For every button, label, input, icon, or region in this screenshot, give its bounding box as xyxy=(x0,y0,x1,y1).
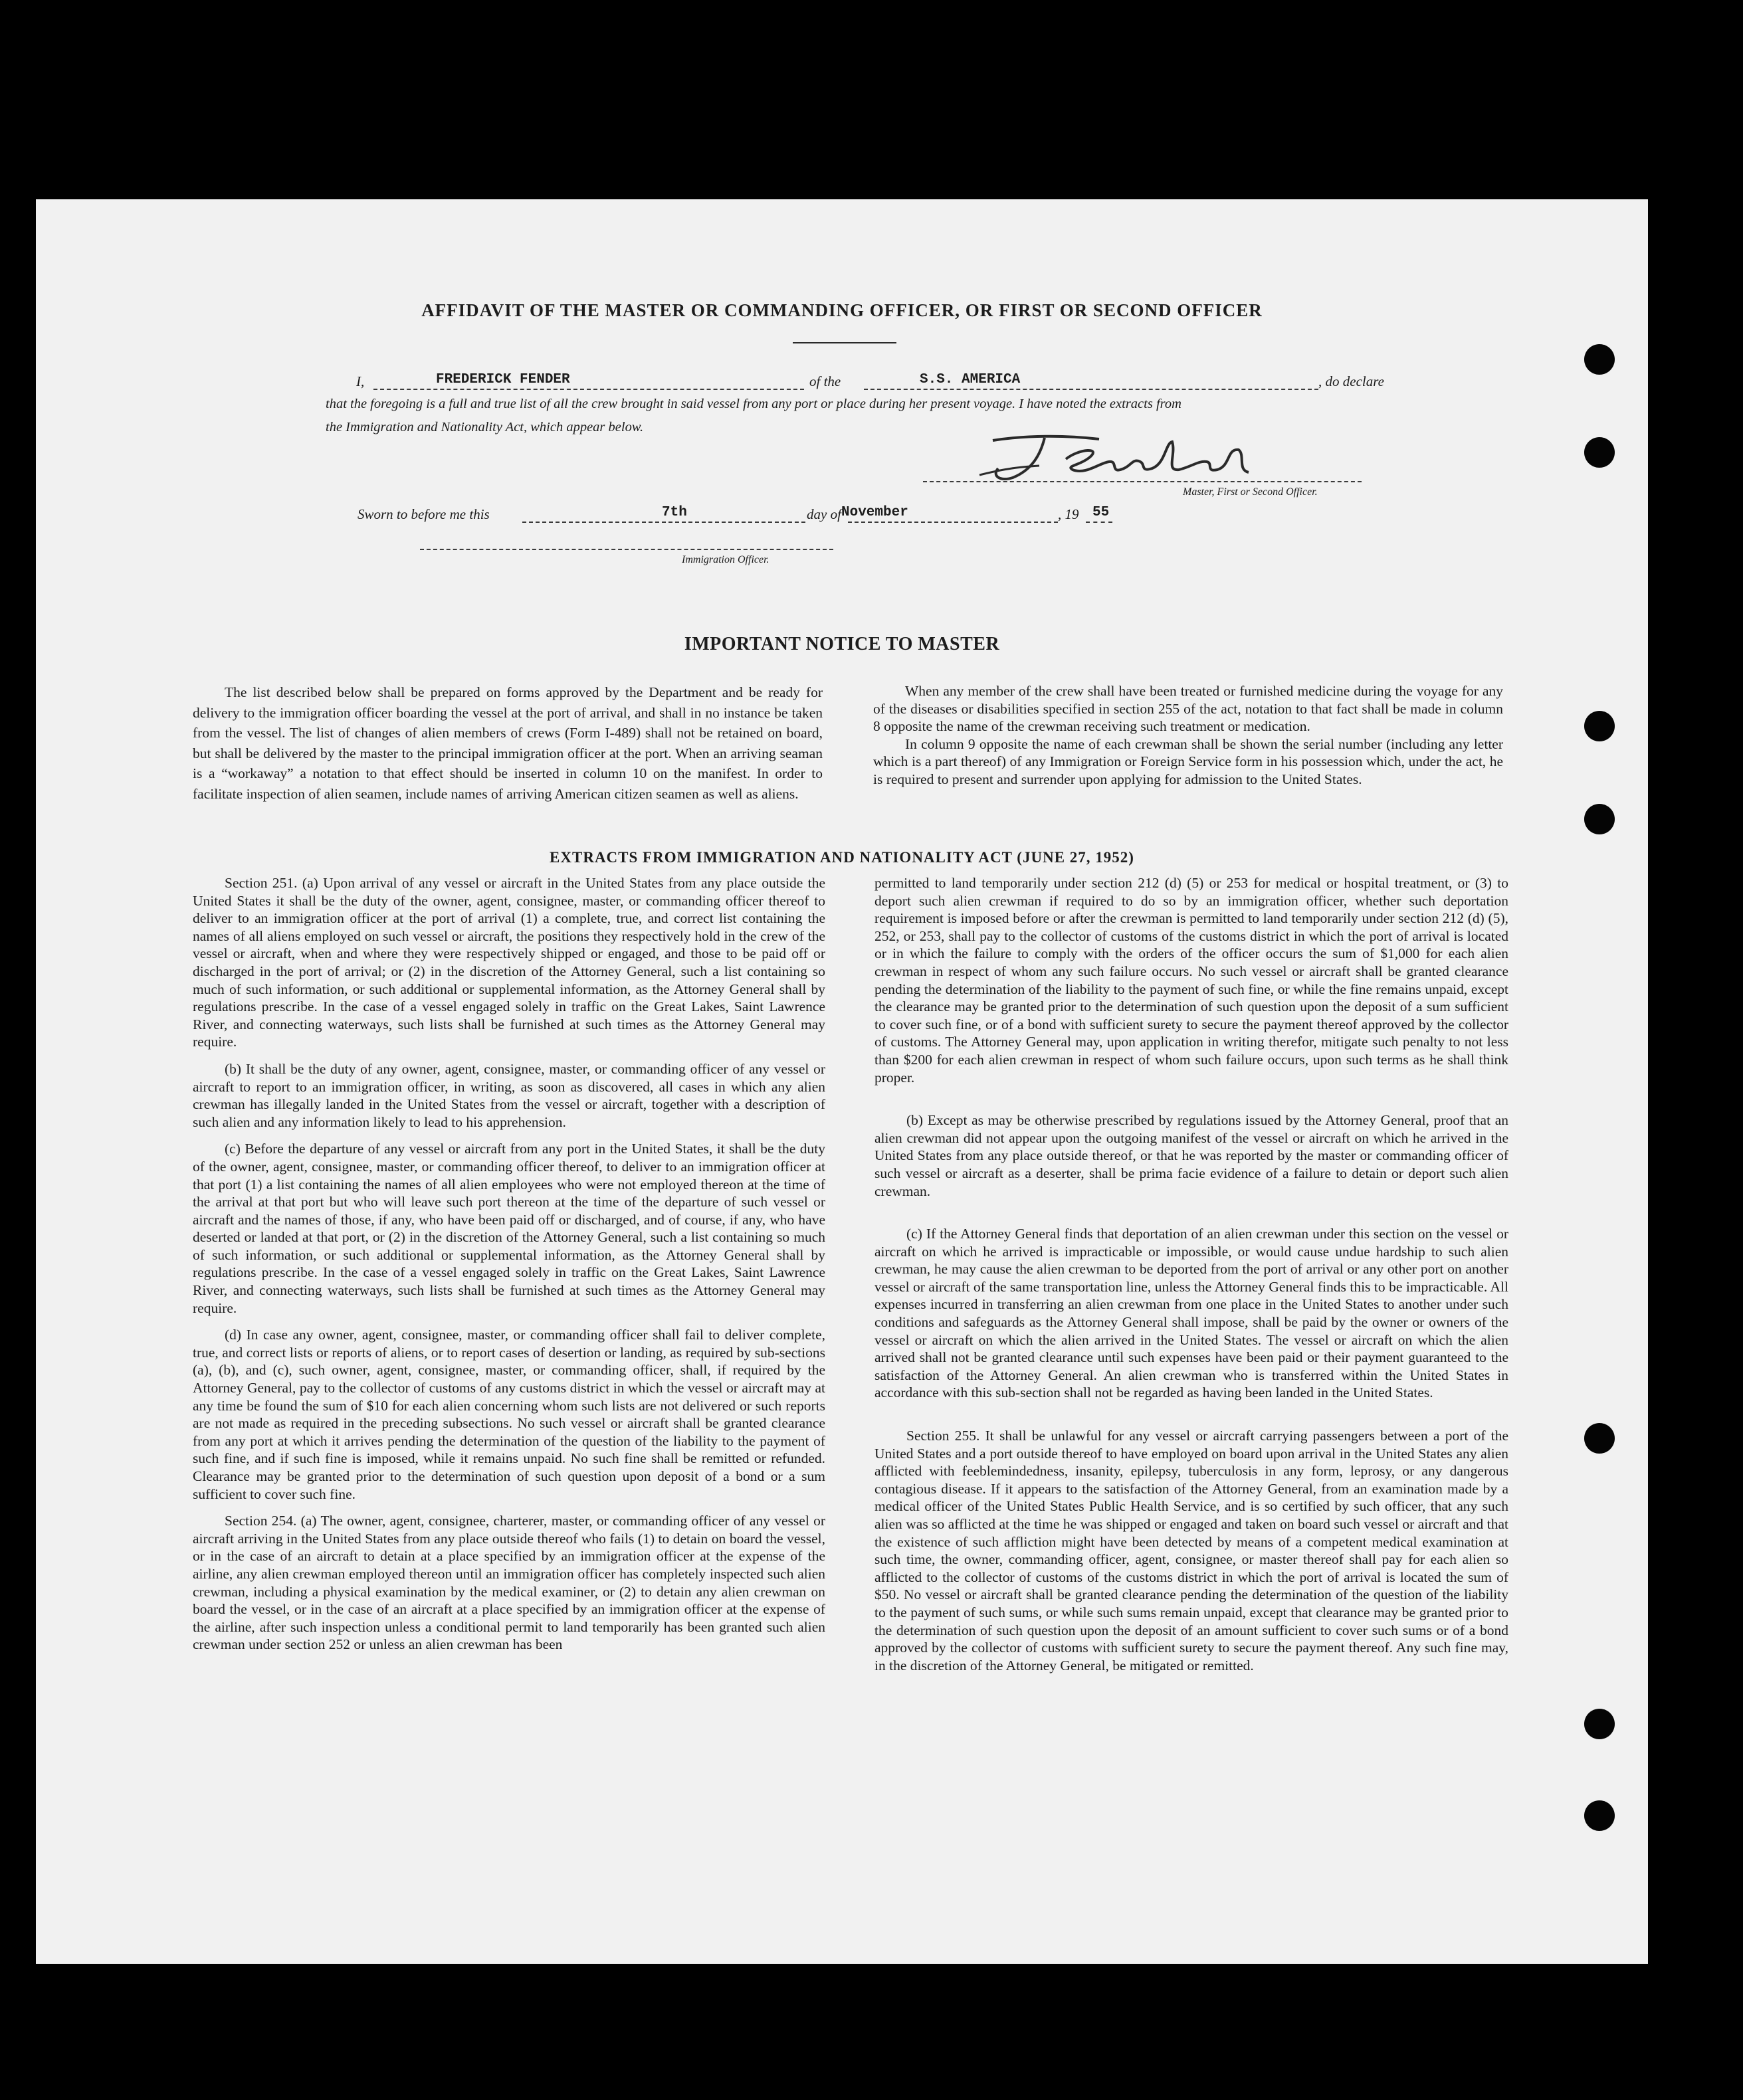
punch-hole-2 xyxy=(1584,437,1615,468)
extracts-right-column xyxy=(874,874,1508,1683)
master-name-line xyxy=(373,389,804,390)
extracts-left-column xyxy=(193,874,825,1663)
notice-right-paragraph-1: When any member of the crew shall have been treated or furnished medicine during the voyage for any of the diseases or disabilities specified in section 255 of the act, notation to that fact shall be made in column 8 opposite the name of the crewman receiving such treatment or medication. xyxy=(873,683,1503,734)
notice-right-paragraph-2: In column 9 opposite the name of each crewman shall be shown the serial number (including any letter which is a part thereof) of any Immigration or Foreign Service form in his possession which, under the act, he is required to present and surrender upon applying for admission to the United States. xyxy=(873,735,1503,787)
sworn-day-field: 7th xyxy=(662,505,687,520)
sworn-label: Sworn to before me this xyxy=(358,506,490,522)
sworn-month-line xyxy=(848,522,1058,523)
notice-left-column xyxy=(193,682,823,813)
do-declare-label: , do declare xyxy=(1318,373,1384,389)
vessel-name-line xyxy=(864,389,1318,390)
i-label: I, xyxy=(356,373,365,389)
sworn-year-field: 55 xyxy=(1092,505,1110,520)
notice-left-paragraph: The list described below shall be prepared on forms approved by the Department and be ready for delivery to the immigration officer boarding the vessel at the port of arrival, and shall in no instance be taken from the vessel. The list of changes of alien members of crews (Form I-489) shall not be retained on board, but shall be delivered by the master to the principal immigration officer at the port. When an arriving seaman is a “workaway” a notation to that effect should be inserted in column 10 on the manifest. In order to facilitate inspection of alien seamen, include names of arriving American citizen seamen as well as aliens. xyxy=(193,684,823,802)
officer-caption: Immigration Officer. xyxy=(682,554,769,565)
section-251-b: (b) It shall be the duty of any owner, agent, consignee, master, or commanding officer of any vessel or aircraft to report to an immigration officer, in writing, as soon as discovered, all cases in which any alien crewman has illegally landed in the United States from the vessel or aircraft, together with a description of such alien and any information likely to lead to his apprehension. xyxy=(193,1060,825,1130)
notice-title: IMPORTANT NOTICE TO MASTER xyxy=(684,634,1000,654)
section-251-d: (d) In case any owner, agent, consignee, master, or commanding officer shall fail to deliver complete, true, and correct lists or reports of aliens, or to report cases of desertion or landing, as required by sub-sections (a), (b), and (c), such owner, agent, consignee, master, or commanding officer, shall, if required by the Attorney General, pay to the collector of customs of any customs district in which the vessel or aircraft may at any time be found the sum of $10 for each alien concerning whom such lists are not delivered or such reports are not made as required in the preceding subsections. No such vessel or aircraft shall be granted clearance from any port at which it arrives pending the determination of the question of the liability to the payment of such fine, and if such fine is imposed, while it remains unpaid. No such fine shall be remitted or refunded. Clearance may be granted prior to the determination of such question upon deposit of a bond or a sum sufficient to cover such fine. xyxy=(193,1327,825,1502)
declaration-line-1: that the foregoing is a full and true list of all the crew brought in said vessel from any port or place during her present voyage. I have noted the extracts from xyxy=(326,397,1181,411)
of-the-label: of the xyxy=(809,373,841,389)
year-prefix: , 19 xyxy=(1058,506,1079,522)
section-254-c: (c) If the Attorney General finds that deportation of an alien crewman under this section on the vessel or aircraft on which he arrived is impracticable or impossible, or would cause undue hardship to such alien crewman, he may cause the alien crewman to be deported from the port of arrival or any other port on another vessel or aircraft of the same transportation line, unless the Attorney General finds this to be impracticable. All expenses incurred in transferring an alien crewman from one place in the United States to another under such conditions and safeguards as the Attorney General shall impose, shall be paid by the owner or owners of the vessel or aircraft on which the alien arrived in the United States. The vessel or aircraft on which the alien arrived shall not be granted clearance until such expenses have been paid or their payment guaranteed to the satisfaction of the Attorney General. An alien crewman who is transferred within the United States in accordance with this sub-section shall not be regarded as having been landed in the United States. xyxy=(874,1226,1508,1401)
section-251-c: (c) Before the departure of any vessel or aircraft from any port in the United States, it shall be the duty of the owner, agent, consignee, master, or commanding officer thereof, to deliver to an immigration officer at that port (1) a list containing the names of all alien employees who were not employed thereon at the time of the arrival at that port but who will leave such port thereon at the time of the departure of such vessel or aircraft and the names of those, if any, who have been paid off or discharged, and of course, if any, who have deserted or landed at that port, or (2) in the discretion of the Attorney General, such a list containing so much of such information, or such additional or supplemental information, as the Attorney General shall by regulations prescribe. In the case of a vessel engaged solely in traffic on the Great Lakes, Saint Lawrence River, and connecting waterways, such lists shall be furnished at such times as the Attorney General may require. xyxy=(193,1141,825,1316)
sworn-day-line xyxy=(522,522,805,523)
signer-caption: Master, First or Second Officer. xyxy=(1183,486,1318,498)
master-name-field: FREDERICK FENDER xyxy=(436,372,570,387)
section-254-a: Section 254. (a) The owner, agent, consignee, charterer, master, or commanding officer of any vessel or aircraft arriving in the United States from any place outside thereof who fails (1) to detain on board the vessel, or in the case of an aircraft to detain at a place specified by an immigration officer at the expense of the airline, any alien crewman employed thereon until an immigration officer has completely inspected such alien crewman, including a physical examination by the medical examiner, or (2) to detain any alien crewman on board the vessel, or in the case of an aircraft at a place specified by an immigration officer at the expense of the airline, after such inspection unless a conditional permit to land temporarily has been granted such alien crewman under section 252 or unless an alien crewman has been xyxy=(193,1513,825,1653)
sworn-year-line xyxy=(1086,522,1112,523)
section-251-a: Section 251. (a) Upon arrival of any vessel or aircraft in the United States from any place outside the United States it shall be the duty of the owner, agent, consignee, master, or commanding officer thereof to deliver to an immigration officer at the port of arrival (1) a complete, true, and correct list containing the names of all aliens employed on such vessel or aircraft, the positions they respectively hold in the crew of the vessel or aircraft, when and where they were respectively shipped or engaged, and those to be paid off or discharged in the port of arrival; or (2) in the discretion of the Attorney General, such a list containing so much of such information, or such additional or supplemental information, as the Attorney General shall by regulations prescribe. In the case of a vessel engaged solely in traffic on the Great Lakes, Saint Lawrence River, and connecting waterways, such lists shall be furnished at such times as the Attorney General may require. xyxy=(193,875,825,1050)
extracts-title: EXTRACTS FROM IMMIGRATION AND NATIONALITY ACT (JUNE 27, 1952) xyxy=(550,849,1134,866)
punch-hole-5 xyxy=(1584,1423,1615,1454)
sworn-month-field: November xyxy=(841,505,908,520)
master-signature xyxy=(966,429,1259,488)
punch-hole-6 xyxy=(1584,1709,1615,1739)
document-page xyxy=(36,199,1648,1964)
day-of-label: day of xyxy=(807,506,841,522)
punch-hole-4 xyxy=(1584,804,1615,834)
declaration-line-2: the Immigration and Nationality Act, which appear below. xyxy=(326,420,644,434)
section-255: Section 255. It shall be unlawful for any vessel or aircraft carrying passengers between a port of the United States and a port outside thereof to have employed on board upon arrival in the United States any alien afflicted with feeblemindedness, insanity, epilepsy, tuberculosis in any form, leprosy, or any dangerous contagious disease. If it appears to the satisfaction of the Attorney General, from an examination made by a medical officer of the United States Public Health Service, and is so certified by such officer, that any such alien was so afflicted at the time he was shipped or engaged and taken on board such vessel or aircraft and that the existence of such affliction might have been detected by means of a competent medical examination at such time, the owner, commanding officer, agent, consignee, or master thereof shall pay for each alien so afflicted to the collector of customs of the customs district in which the port of arrival is located the sum of $50. No vessel or aircraft shall be granted clearance pending the determination of the question of the liability to the payment of such sums, or while such sums remain unpaid, except that clearance may be granted prior to the determination of such question upon the deposit of an amount sufficient to cover such sums or of a bond approved by the collector of customs with sufficient surety to secure the payment thereof. Any such fine may, in the discretion of the Attorney General, be mitigated or remitted. xyxy=(874,1428,1508,1673)
section-254-b: (b) Except as may be otherwise prescribed by regulations issued by the Attorney General, proof that an alien crewman did not appear upon the outgoing manifest of the vessel or aircraft on which he arrived in the United States from any place outside thereof, or that he was reported by the master or commanding officer of such vessel or aircraft as a deserter, shall be prima facie evidence of a failure to detain or deport such alien crewman. xyxy=(874,1112,1508,1199)
affidavit-title: AFFIDAVIT OF THE MASTER OR COMMANDING OFFICER, OR FIRST OR SECOND OFFICER xyxy=(421,300,1263,320)
section-254-a-continued: permitted to land temporarily under section 212 (d) (5) or 253 for medical or hospital treatment, or (3) to deport such alien crewman if required to do so by an immigration officer, whether such deportation requirement is imposed before or after the crewman is permitted to land temporarily under section 212 (d) (5), 252, or 253, shall pay to the collector of customs of the customs district in which the port of arrival is located or in which the failure to comply with the orders of the officer occurs the sum of $1,000 for each alien crewman in respect of whom any such failure occurs. No such vessel or aircraft shall be granted clearance pending the determination of the liability to the payment of such fine, or while the fine remains unpaid, except the clearance may be granted prior to the determination of such question upon the deposit of a sum sufficient to cover such fine, or of a bond with sufficient surety to secure the payment thereof approved by the collector of customs. The Attorney General may, upon application in writing therefor, mitigate such penalty to not less than $200 for each alien crewman in respect of whom such failure occurs, upon such terms as he shall think proper. xyxy=(874,875,1508,1086)
vessel-name-field: S.S. AMERICA xyxy=(920,372,1021,387)
officer-signature-line xyxy=(420,549,833,550)
notice-right-column xyxy=(873,682,1503,797)
signature-line xyxy=(923,481,1362,482)
punch-hole-1 xyxy=(1584,344,1615,375)
punch-hole-7 xyxy=(1584,1800,1615,1831)
title-rule xyxy=(793,342,896,343)
punch-hole-3 xyxy=(1584,711,1615,741)
